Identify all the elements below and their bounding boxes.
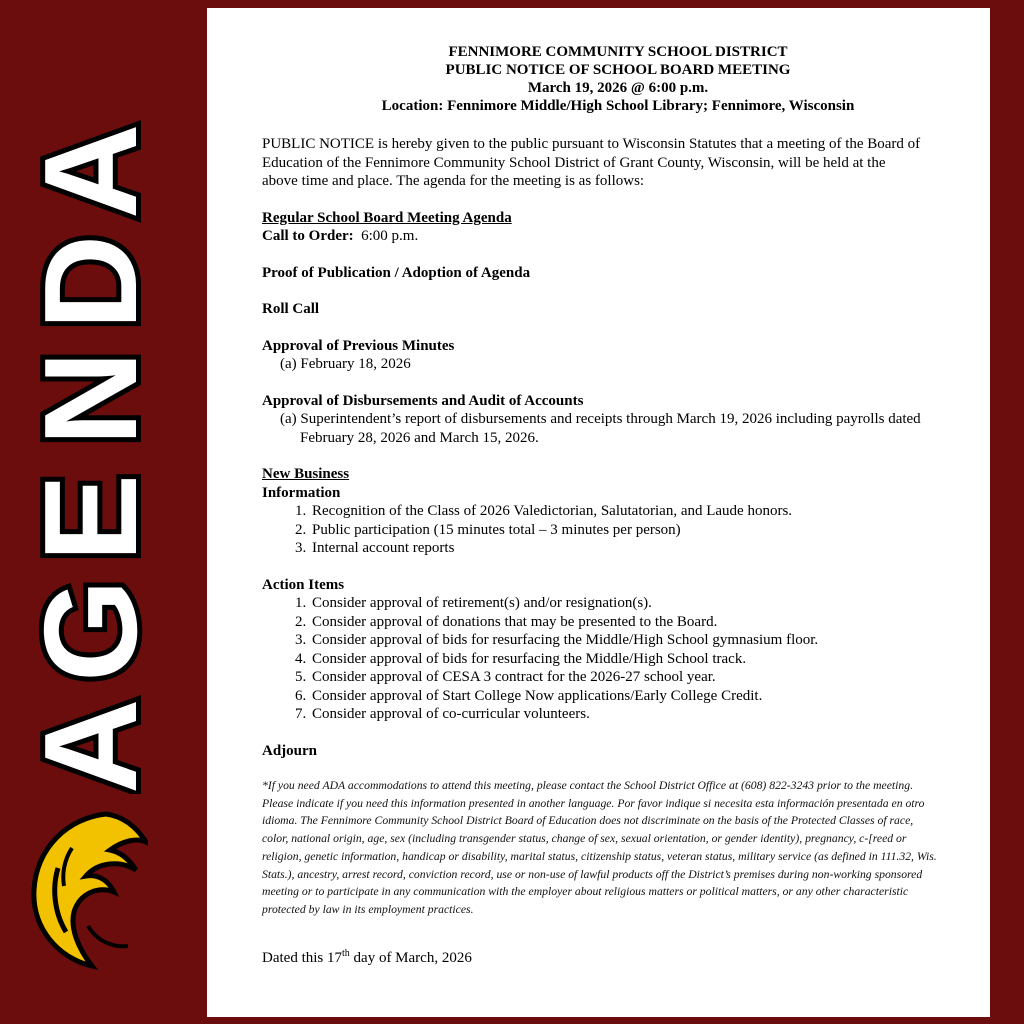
dated-prefix: Dated this 17 <box>262 949 342 966</box>
agenda-letter-2: G <box>17 579 164 682</box>
ada-nondiscrimination-note: *If you need ADA accommodations to attend this meeting, please contact the School District Office at (608) 822-3243 prior to the meeting. Please indicate if you need this information presented in another language. Por favor indique si necesita esta información presentada en otro idioma. The Fennimore Community School District Board of Education does not discriminate on the basis of the Protected Classes of race, color, national origin, age, sex (including transgender status, change of sex, sexual orientation, or gender identity), pregnancy, c-[reed or religion, genetic information, handicap or disability, marital status, citizenship status, veteran status, military service (as defined in 111.32, Wis. Stats.), ancestry, arrest record, conviction record, use or non-use of lawful products off the District’s premises during non-working sponsored meeting or to participate in any communication with the employer about religious matters or political matters, or any other characteristic protected by law in its employment practices. <box>262 779 937 916</box>
agenda-letter-5: D <box>17 234 164 330</box>
disbursements-item: (a) Superintendent’s report of disbursements and receipts through March 19, 2026 including payrolls dated February 28, 2026 and March 15, 2026. <box>280 411 921 446</box>
roll-call: Roll Call <box>262 301 320 317</box>
list-item: 3. Consider approval of bids for resurfacing the Middle/High School gymnasium floor. <box>310 631 950 650</box>
meeting-datetime: March 19, 2026 @ 6:00 p.m. <box>527 80 709 96</box>
meeting-location: Location: Fennimore Middle/High School Library; Fennimore, Wisconsin <box>381 98 855 114</box>
call-to-order-time: 6:00 p.m. <box>361 228 419 244</box>
golden-eagle-mascot-icon <box>28 808 148 973</box>
list-item: 1. Recognition of the Class of 2026 Valedictorian, Salutatorian, and Laude honors. <box>310 502 950 521</box>
list-item: 5. Consider approval of CESA 3 contract for the 2026-27 school year. <box>310 668 950 687</box>
list-item: 2. Public participation (15 minutes total – 3 minutes per person) <box>310 521 950 540</box>
list-item: 7. Consider approval of co-curricular volunteers. <box>310 705 950 724</box>
notice-title: PUBLIC NOTICE OF SCHOOL BOARD MEETING <box>445 62 791 78</box>
agenda-letter-6: A <box>17 123 164 219</box>
disbursements-title: Approval of Disbursements and Audit of Accounts <box>262 392 584 409</box>
minutes-title: Approval of Previous Minutes <box>262 337 455 354</box>
list-item: 2. Consider approval of donations that may be presented to the Board. <box>310 613 950 632</box>
document-header <box>262 43 950 115</box>
district-name: FENNIMORE COMMUNITY SCHOOL DISTRICT <box>448 44 788 60</box>
list-item: 4. Consider approval of bids for resurfacing the Middle/High School track. <box>310 650 950 669</box>
call-to-order <box>262 227 950 246</box>
minutes-item: (a) February 18, 2026 <box>280 356 411 372</box>
information-list <box>262 502 950 558</box>
dated-line <box>262 949 950 968</box>
agenda-title: Regular School Board Meeting Agenda <box>262 209 512 226</box>
intro-paragraph: PUBLIC NOTICE is hereby given to the public pursuant to Wisconsin Statutes that a meeting of the Board of Education of the Fennimore Community School District of Grant County, Wisconsin, will be held at the above time and place. The agenda for the meeting is as follows: <box>262 136 921 189</box>
side-banner <box>0 0 207 1024</box>
agenda-letter-3: E <box>17 473 164 562</box>
list-item: 1. Consider approval of retirement(s) and/or resignation(s). <box>310 594 950 613</box>
proof-of-publication: Proof of Publication / Adoption of Agenda <box>262 264 531 281</box>
agenda-letter-4: N <box>17 350 164 446</box>
agenda-vertical-title <box>14 112 169 794</box>
list-item: 6. Consider approval of Start College Now applications/Early College Credit. <box>310 687 950 706</box>
dated-rest: day of March, 2026 <box>349 949 472 966</box>
new-business-title: New Business <box>262 466 350 482</box>
dated-ordinal: th <box>342 947 350 959</box>
action-items-list <box>262 594 950 724</box>
information-title: Information <box>262 484 341 501</box>
list-item: 3. Internal account reports <box>310 539 950 558</box>
agenda-letter-1: A <box>17 698 164 794</box>
call-to-order-label: Call to Order: <box>262 228 354 244</box>
action-items-title: Action Items <box>262 576 345 593</box>
adjourn: Adjourn <box>262 742 318 759</box>
agenda-document <box>207 8 990 1017</box>
